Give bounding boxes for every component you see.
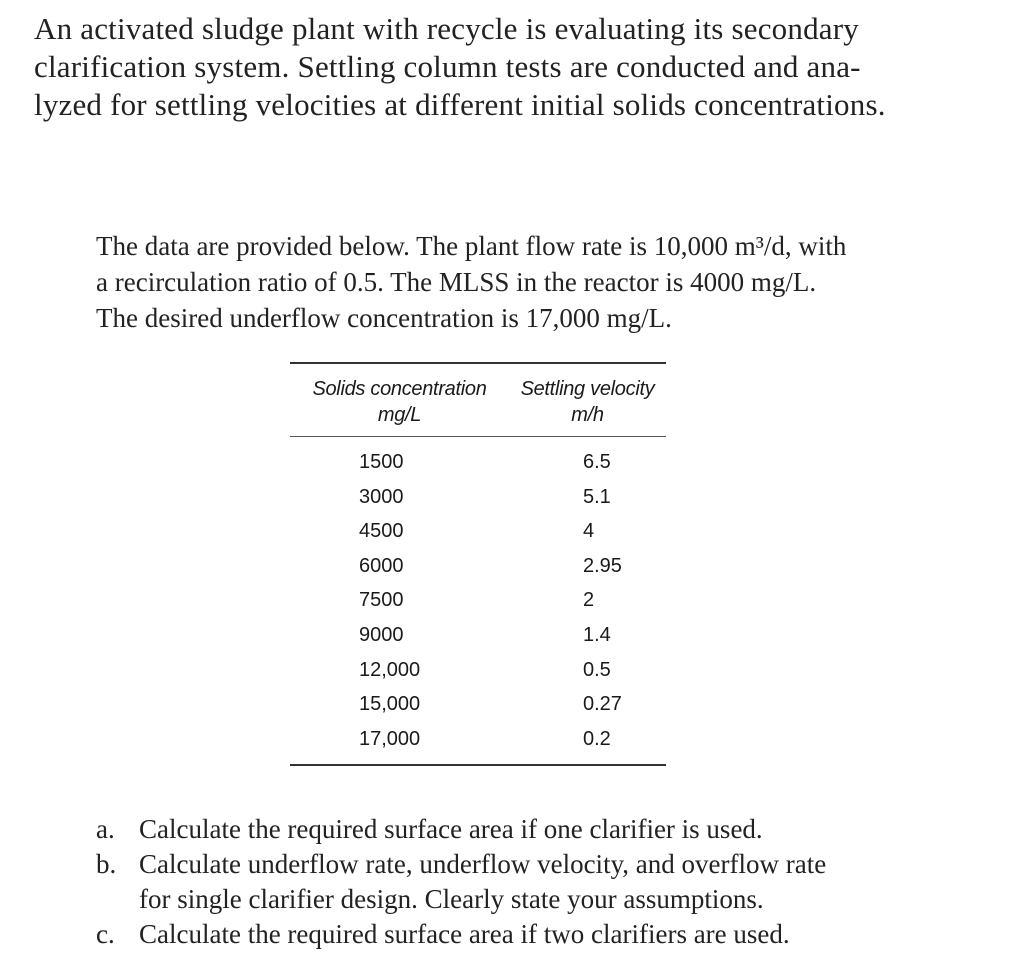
table-row xyxy=(290,722,666,766)
intro-line: lyzed for settling velocities at different initial solids concentrations. xyxy=(34,87,886,122)
solids-cell: 17,000 xyxy=(290,722,509,766)
header-settling-velocity: Settling velocity xyxy=(509,363,666,402)
header-solids-concentration: Solids concentration xyxy=(290,363,509,402)
question-item-a xyxy=(96,812,996,847)
data-description-paragraph xyxy=(96,228,976,336)
question-text: Calculate underflow rate, underflow velocity, and overflow rate xyxy=(139,849,827,879)
question-item-c xyxy=(96,917,996,952)
table-row xyxy=(290,687,666,722)
solids-cell: 9000 xyxy=(359,623,404,646)
table-row xyxy=(290,583,666,618)
velocity-cell: 2 xyxy=(583,589,595,612)
solids-cell: 12,000 xyxy=(359,658,421,681)
solids-cell: 3000 xyxy=(359,485,404,508)
question-marker: c. xyxy=(96,919,115,949)
velocity-cell: 0.27 xyxy=(583,693,622,716)
table-row xyxy=(290,480,666,515)
velocity-cell: 0.2 xyxy=(509,722,666,766)
table-header-row xyxy=(290,363,666,402)
table-row xyxy=(290,549,666,584)
question-marker: b. xyxy=(96,849,117,879)
data-line: The data are provided below. The plant flow rate is 10,000 m³/d, with xyxy=(96,231,847,261)
solids-cell: 15,000 xyxy=(359,693,421,716)
question-text: for single clarifier design. Clearly state your assumptions. xyxy=(139,884,764,914)
unit-settling-velocity: m/h xyxy=(509,402,666,437)
question-text: Calculate the required surface area if one clarifier is used. xyxy=(139,814,763,844)
table-row xyxy=(290,514,666,549)
solids-cell: 1500 xyxy=(359,451,404,473)
velocity-cell: 6.5 xyxy=(583,451,611,473)
velocity-cell: 0.5 xyxy=(583,658,611,681)
velocity-cell: 2.95 xyxy=(583,554,622,577)
velocity-cell: 5.1 xyxy=(583,485,611,508)
problem-intro-paragraph xyxy=(34,10,994,124)
velocity-cell: 4 xyxy=(583,520,595,543)
intro-line: An activated sludge plant with recycle is evaluating its secondary xyxy=(34,11,859,46)
table-row xyxy=(290,618,666,653)
settling-data-table xyxy=(290,362,666,766)
question-item-b xyxy=(96,847,996,917)
unit-solids-concentration: mg/L xyxy=(290,402,509,437)
table-row xyxy=(290,437,666,480)
question-text: Calculate the required surface area if two clarifiers are used. xyxy=(139,919,790,949)
question-list xyxy=(96,812,996,952)
solids-cell: 4500 xyxy=(359,520,404,543)
table-unit-row xyxy=(290,402,666,437)
data-line: The desired underflow concentration is 17,000 mg/L. xyxy=(96,303,672,333)
velocity-cell: 1.4 xyxy=(583,623,611,646)
solids-cell: 6000 xyxy=(359,554,404,577)
table-row xyxy=(290,653,666,688)
data-line: a recirculation ratio of 0.5. The MLSS in the reactor is 4000 mg/L. xyxy=(96,267,817,297)
question-marker: a. xyxy=(96,814,115,844)
solids-cell: 7500 xyxy=(359,589,404,612)
intro-line: clarification system. Settling column tests are conducted and ana- xyxy=(34,49,861,84)
